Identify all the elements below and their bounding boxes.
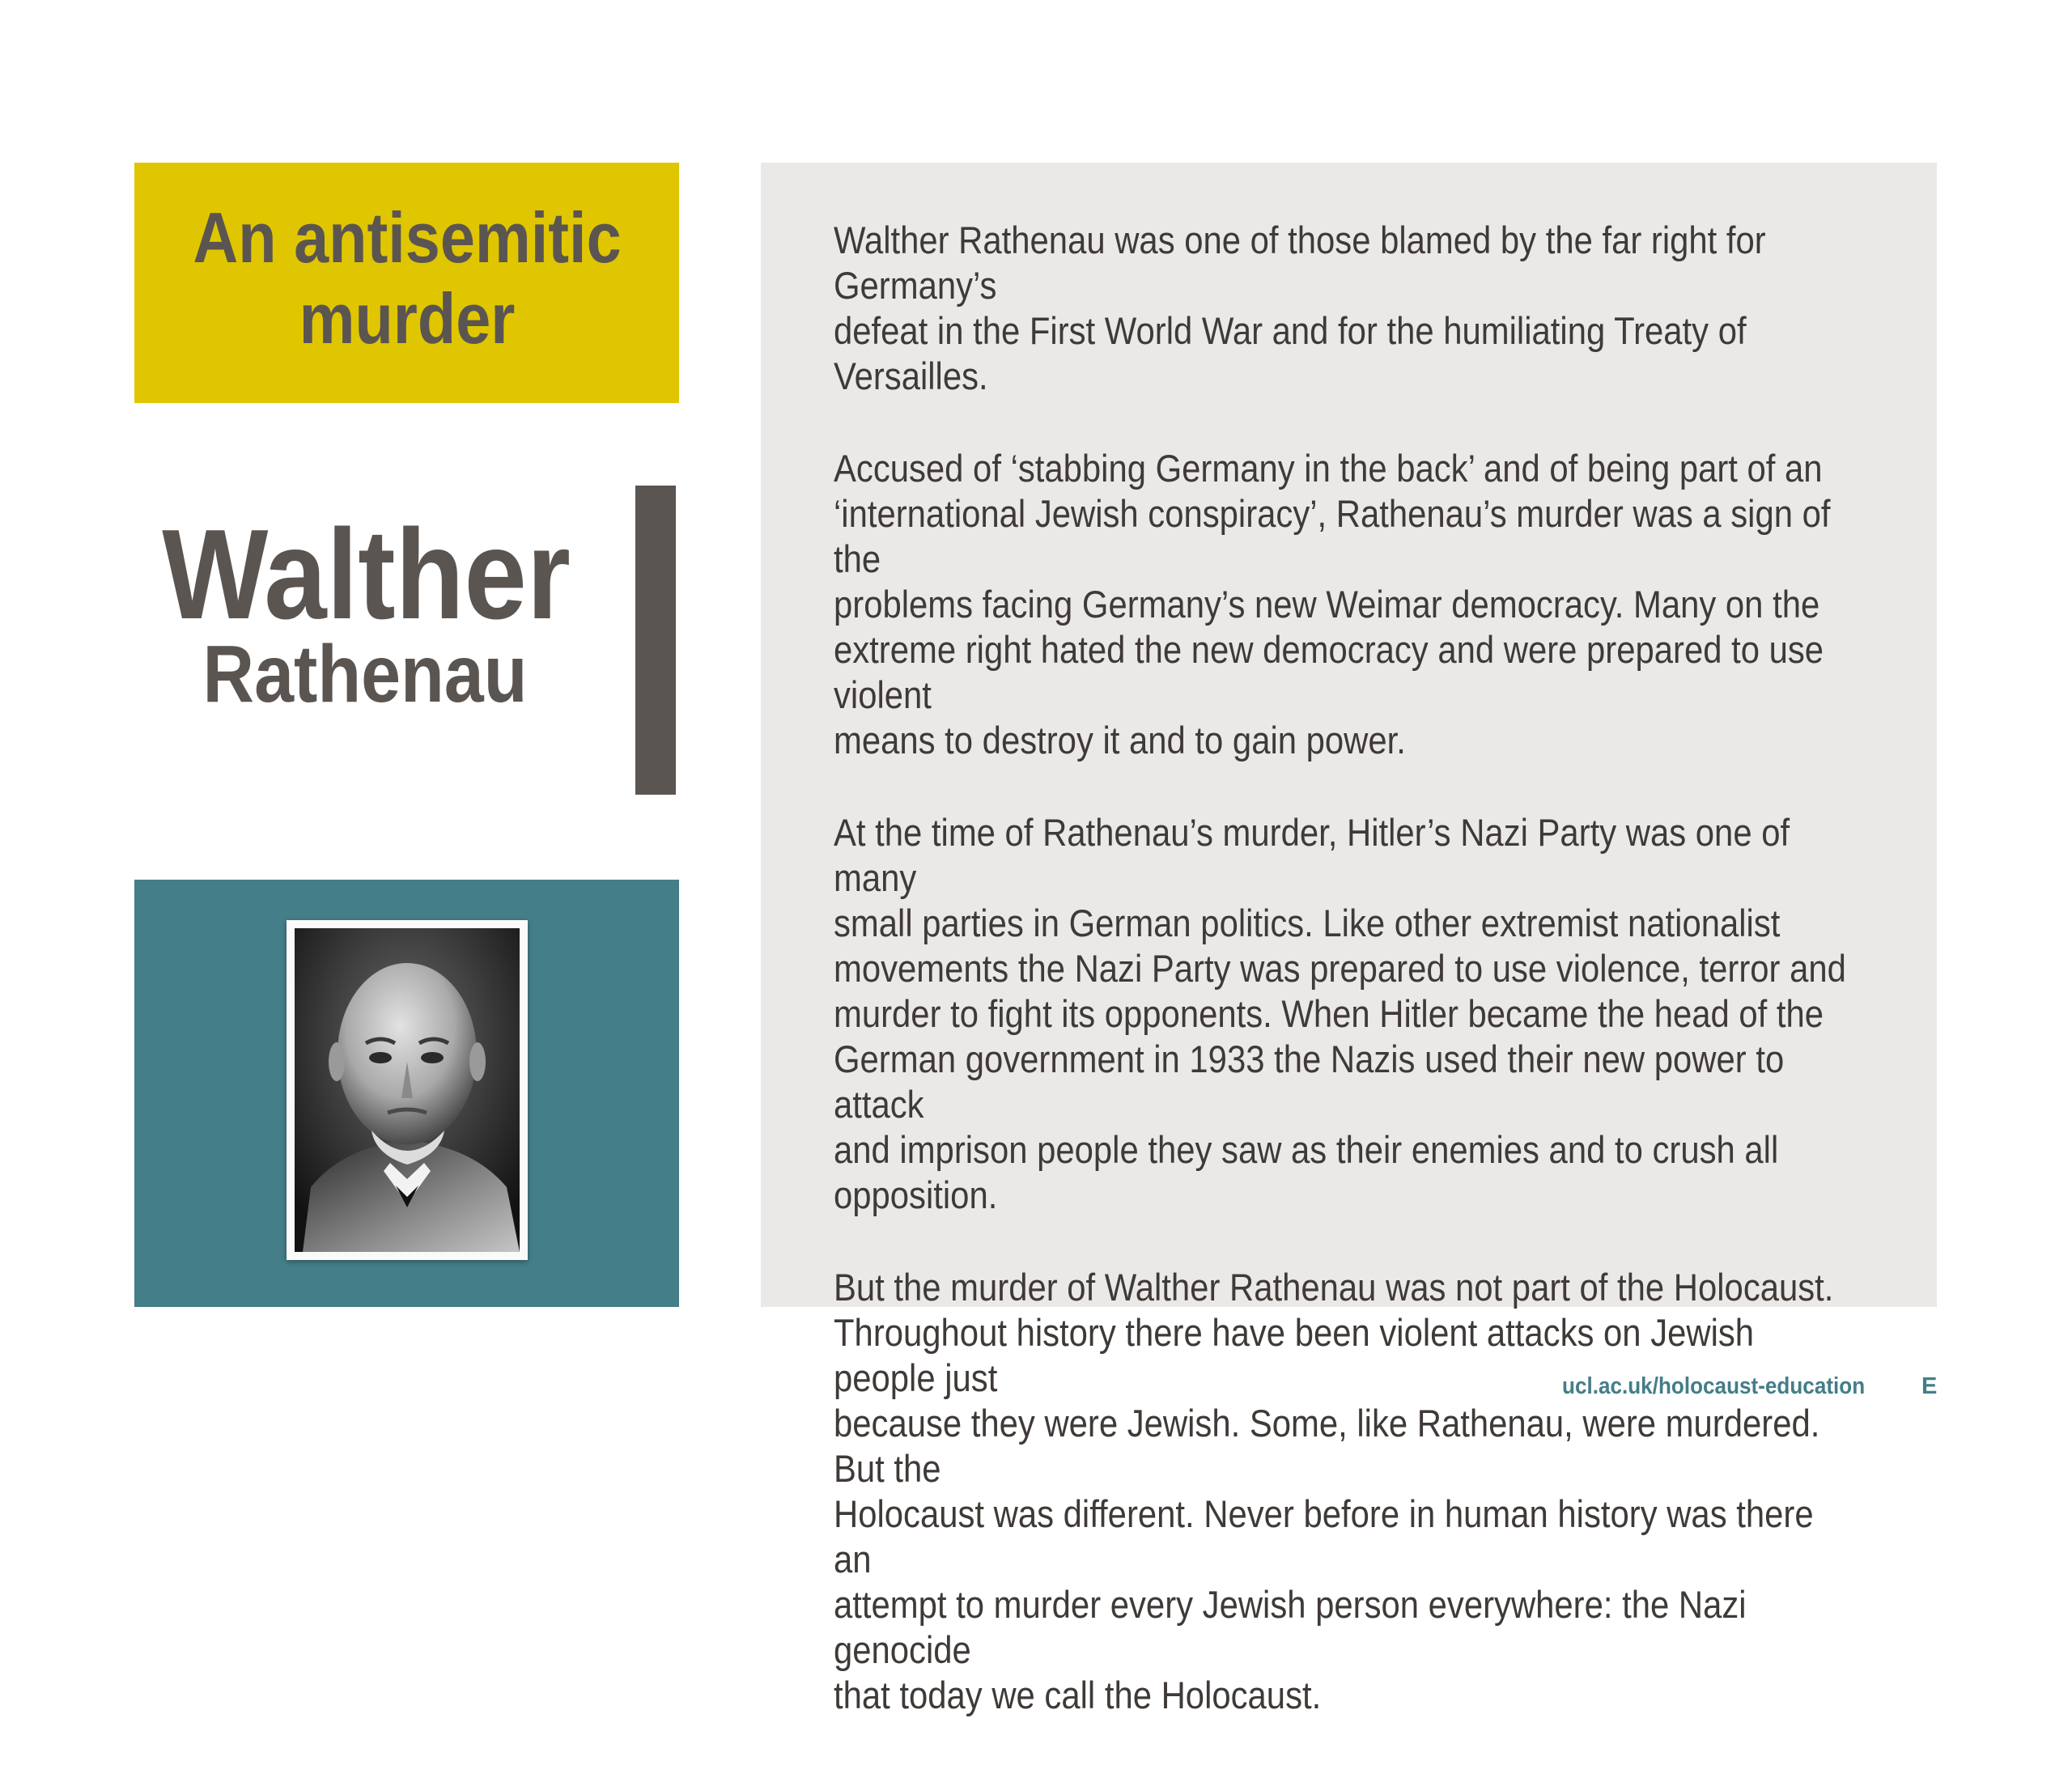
accent-bar bbox=[635, 486, 676, 795]
title-line-2: murder bbox=[299, 278, 515, 359]
photo-panel bbox=[134, 880, 679, 1307]
photo-frame bbox=[287, 920, 528, 1260]
paragraph: Accused of ‘stabbing Germany in the back’ and of being part of an ‘international Jewish conspiracy’, Rathenau’s murder was a sign of the problems facing Germany’s new Weimar democracy. Many on the extreme right hated the new democracy and were prepared to use violent means to destroy it and to gain power. bbox=[834, 447, 1831, 762]
last-name: Rathenau bbox=[202, 629, 528, 719]
portrait-photo bbox=[295, 928, 520, 1252]
slide-title bbox=[179, 197, 635, 359]
title-line-1: An antisemitic bbox=[192, 197, 622, 278]
footer-url: ucl.ac.uk/holocaust-education bbox=[1562, 1373, 1866, 1399]
paragraph: Walther Rathenau was one of those blamed by the far right for Germany’s defeat in the First World War and for the humiliating Treaty of Versailles. bbox=[834, 219, 1766, 397]
person-name bbox=[134, 503, 596, 719]
paragraph: But the murder of Walther Rathenau was not part of the Holocaust. Throughout history there have been violent attacks on Jewish people just because they were Jewish. Some, like Rathenau, were murdered. But the Holocaust was different. Never before in human history was there an attempt to murder every Jewish person everywhere: the Nazi genocide that today we call the Holocaust. bbox=[834, 1266, 1834, 1716]
body-text bbox=[834, 218, 1910, 1765]
title-box bbox=[134, 163, 679, 403]
first-name: Walther bbox=[162, 503, 571, 646]
portrait-icon bbox=[295, 928, 520, 1252]
page-label: E bbox=[1921, 1373, 1938, 1399]
paragraph: At the time of Rathenau’s murder, Hitler’s Nazi Party was one of many small parties in German politics. Like other extremist nationalist movements the Nazi Party was prepared to use violence, terror and murder to fight its opponents. When Hitler became the head of the German government in 1933 the Nazis used their new power to attack and imprison people they saw as their enemies and to crush all opposition. bbox=[834, 811, 1846, 1216]
